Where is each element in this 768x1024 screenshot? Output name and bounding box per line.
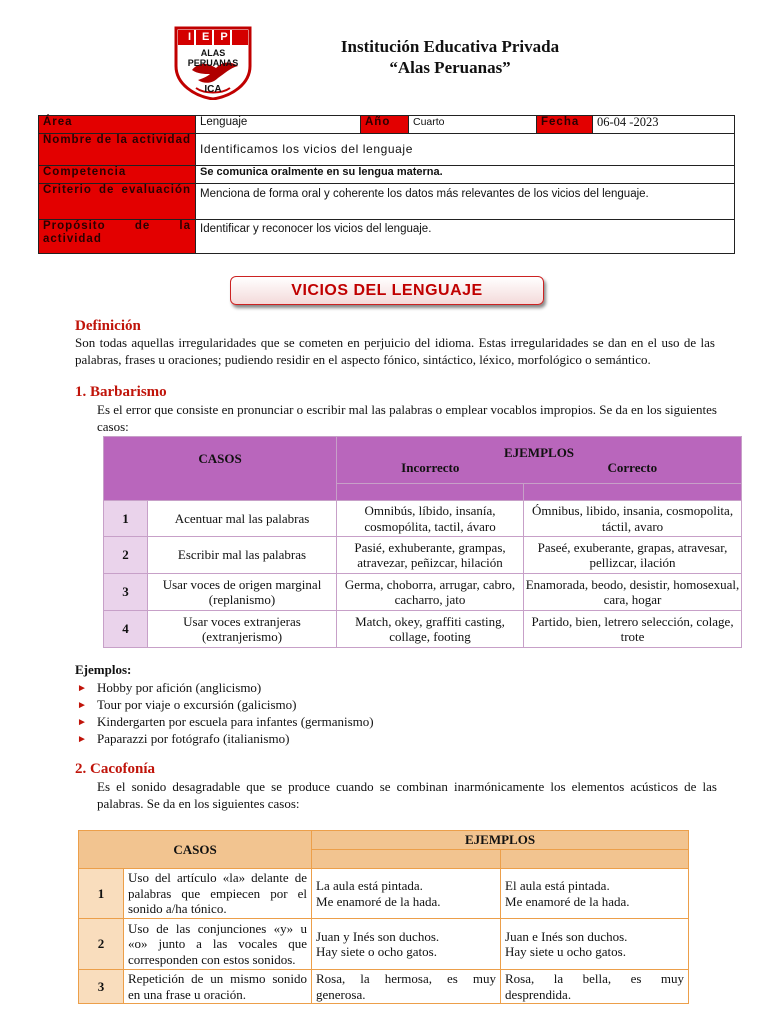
logo-text-mid: ALAS PERUANAS	[187, 48, 239, 68]
area-value: Lenguaje	[196, 116, 361, 134]
barbarismo-text: Es el error que consiste en pronunciar o escribir mal las palabras o emplear vocablos impropios. Se da en los siguientes casos:	[97, 402, 717, 434]
row-correcto: Partido, bien, letrero selección, colage, trote	[524, 611, 742, 648]
bullet-icon: ►	[77, 734, 87, 745]
row-incorrecto: Pasié, exhuberante, grampas, atravezar, peñizcar, hilación	[337, 537, 524, 574]
row-caso: Uso del artículo «la» delante de palabras que empiecen por el sonido a/ha tónico.	[124, 869, 312, 919]
row-incorrecto: Omnibús, líbido, insanía, cosmopólita, tactil, ávaro	[337, 501, 524, 537]
row-ejemplo-incorrecto: Juan y Inés son duchos. Hay siete o ocho gatos.	[312, 919, 501, 970]
t1-subheader-empty	[524, 484, 742, 501]
row-number: 2	[79, 919, 124, 970]
purpose-value: Identificar y reconocer los vicios del lenguaje.	[196, 220, 735, 254]
row-caso: Uso de las conjunciones «y» u «o» junto a las vocales que corresponden con estos sonidos.	[124, 919, 312, 970]
t2-subheader-empty	[312, 850, 501, 869]
row-caso: Repetición de un mismo sonido en una frase u oración.	[124, 970, 312, 1004]
activity-info-table	[38, 115, 735, 254]
row-ejemplo-correcto: Rosa, la bella, es muy desprendida.	[501, 970, 689, 1004]
year-value: Cuarto	[409, 116, 537, 134]
row-caso: Escribir mal las palabras	[148, 537, 337, 574]
list-item	[77, 714, 374, 730]
date-label: Fecha	[537, 116, 593, 134]
row-incorrecto: Germa, choborra, arrugar, cabro, cacharro, jato	[337, 574, 524, 611]
barbarismo-table	[103, 436, 742, 648]
row-number: 1	[79, 869, 124, 919]
examples-heading: Ejemplos:	[75, 662, 132, 677]
table-row	[104, 574, 742, 611]
table-row	[104, 611, 742, 648]
t1-header-incorrecto: Incorrecto	[401, 460, 460, 475]
list-item-text: Kindergarten por escuela para infantes (germanismo)	[97, 714, 374, 729]
barbarismo-heading-text: 1. Barbarismo	[75, 384, 715, 401]
list-item-text: Tour por viaje o excursión (galicismo)	[97, 697, 297, 712]
competence-value: Se comunica oralmente en su lengua materna.	[196, 166, 735, 184]
row-number: 3	[79, 970, 124, 1004]
t2-header-ejemplos: EJEMPLOS	[312, 831, 689, 850]
school-logo	[170, 22, 256, 100]
list-item	[77, 697, 296, 713]
institution-line2: “Alas Peruanas”	[389, 58, 511, 77]
row-correcto: Ómnibus, libido, insania, cosmopolita, táctil, avaro	[524, 501, 742, 537]
row-caso: Acentuar mal las palabras	[148, 501, 337, 537]
row-ejemplo-incorrecto: La aula está pintada. Me enamoré de la hada.	[312, 869, 501, 919]
definition-text: Son todas aquellas irregularidades que se cometen en perjuicio del idioma. Estas irregularidades se dan en el uso de las palabras, frases u oraciones; pudiendo residir en el aspecto fónico, sintáctico, léxico, morfológico o semántico.	[75, 335, 715, 367]
cacofonia-table	[78, 830, 689, 1004]
competence-label: Competencia	[39, 166, 196, 184]
row-number: 4	[104, 611, 148, 648]
row-correcto: Enamorada, beodo, desistir, homosexual, cara, hogar	[524, 574, 742, 611]
row-number: 1	[104, 501, 148, 537]
table-row	[104, 501, 742, 537]
title-banner	[230, 276, 544, 305]
institution-line1: Institución Educativa Privada	[340, 37, 560, 56]
list-item-text: Paparazzi por fotógrafo (italianismo)	[97, 731, 290, 746]
t1-header-casos: CASOS	[104, 437, 337, 501]
row-ejemplo-incorrecto: Rosa, la hermosa, es muy generosa.	[312, 970, 501, 1004]
row-caso: Usar voces de origen marginal (replanismo)	[148, 574, 337, 611]
t1-subheader-empty	[337, 484, 524, 501]
area-label: Área	[39, 116, 196, 134]
table-row	[104, 537, 742, 574]
row-number: 3	[104, 574, 148, 611]
row-number: 2	[104, 537, 148, 574]
t2-subheader-empty	[501, 850, 689, 869]
institution-name	[280, 36, 620, 78]
table-row	[79, 919, 689, 970]
activity-value: Identificamos los vicios del lenguaje	[196, 134, 735, 166]
list-item	[77, 680, 261, 696]
date-value: 06-04 -2023	[593, 116, 735, 134]
year-label: Año	[361, 116, 409, 134]
bullet-icon: ►	[77, 683, 87, 694]
criteria-label: Criterio de evaluación	[39, 184, 196, 220]
table-row	[79, 970, 689, 1004]
t2-header-casos: CASOS	[79, 831, 312, 869]
definition-heading: Definición	[75, 318, 141, 334]
bullet-icon: ►	[77, 700, 87, 711]
activity-label: Nombre de la actividad	[39, 134, 196, 166]
purpose-label: Propósito de la actividad	[39, 220, 196, 254]
page-title: VICIOS DEL LENGUAJE	[291, 282, 483, 299]
definition-section	[75, 318, 715, 368]
t1-header-correcto: Correcto	[607, 460, 658, 475]
cacofonia-text: Es el sonido desagradable que se produce cuando se combinan inarmónicamente los elementos acústicos de las palabras. Se da en los siguientes casos:	[97, 779, 717, 811]
list-item-text: Hobby por afición (anglicismo)	[97, 680, 262, 695]
row-caso: Usar voces extranjeras (extranjerismo)	[148, 611, 337, 648]
cacofonia-heading: 2. Cacofonía	[75, 761, 155, 777]
bullet-icon: ►	[77, 717, 87, 728]
row-ejemplo-correcto: Juan e Inés son duchos. Hay siete u ocho gatos.	[501, 919, 689, 970]
t1-header-ejemplos	[337, 437, 742, 484]
list-item	[77, 731, 289, 747]
table-row	[79, 869, 689, 919]
logo-text-top: IEP	[188, 31, 239, 43]
logo-text-bottom: ICA	[204, 84, 222, 95]
t1-ejemplos-label: EJEMPLOS	[503, 444, 575, 460]
criteria-value: Menciona de forma oral y coherente los datos más relevantes de los vicios del lenguaje.	[196, 184, 735, 220]
row-incorrecto: Match, okey, graffiti casting, collage, footing	[337, 611, 524, 648]
row-ejemplo-correcto: El aula está pintada. Me enamoré de la hada.	[501, 869, 689, 919]
row-correcto: Paseé, exuberante, grapas, atravesar, pellizcar, ilación	[524, 537, 742, 574]
